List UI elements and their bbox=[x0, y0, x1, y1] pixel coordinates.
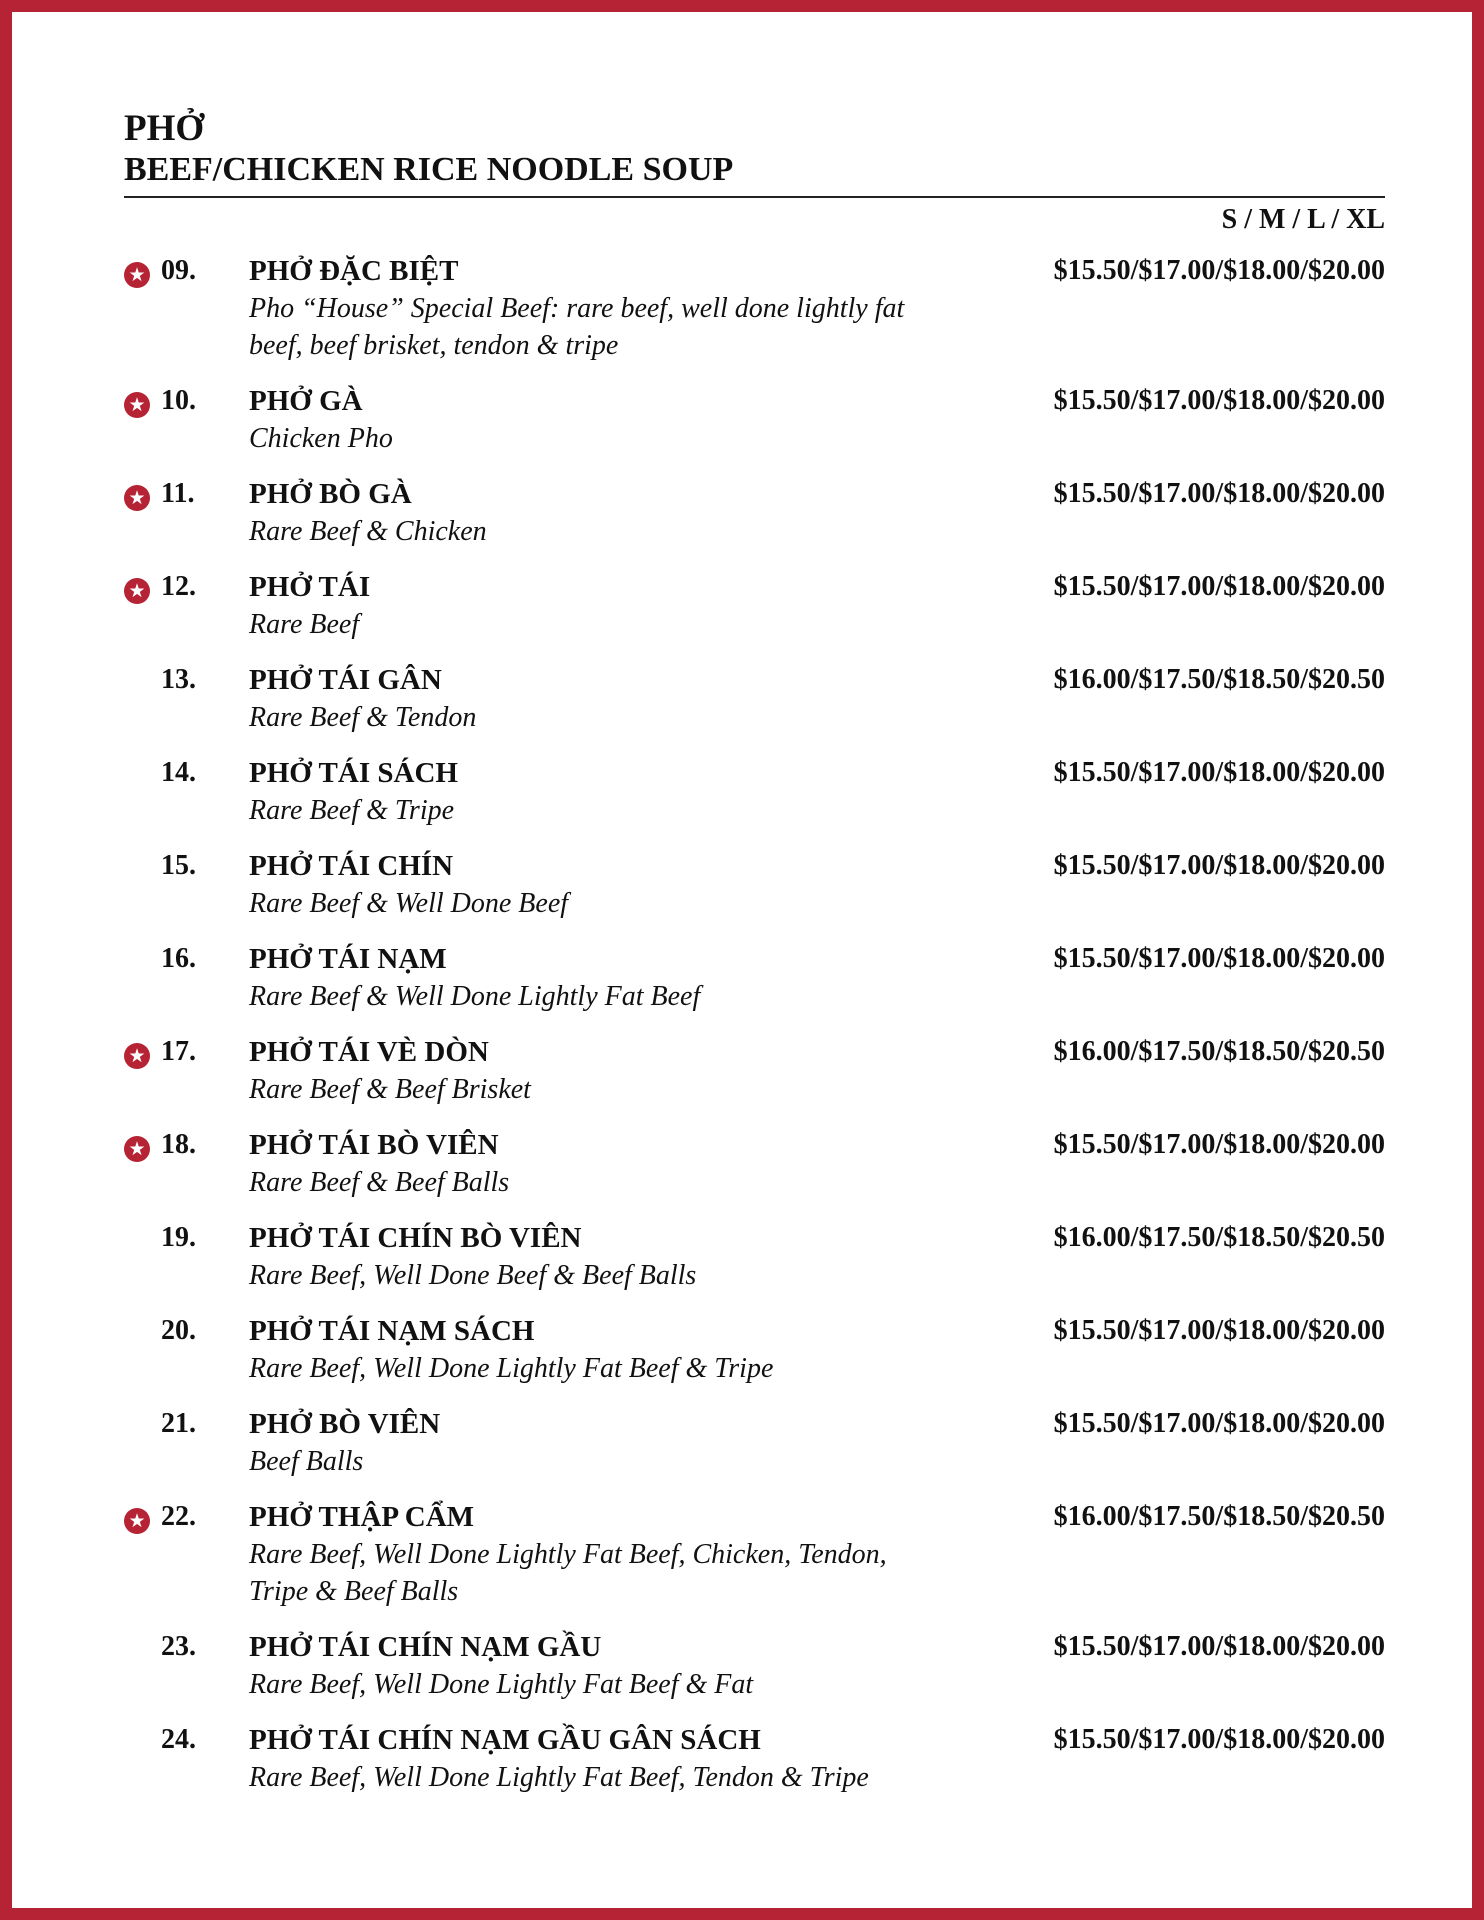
star-icon: ★ bbox=[124, 1508, 150, 1534]
item-description: Rare Beef & Tripe bbox=[249, 795, 455, 826]
item-description: Rare Beef & Tendon bbox=[249, 702, 477, 733]
item-description: Rare Beef, Well Done Lightly Fat Beef & Tripe bbox=[249, 1353, 774, 1384]
menu-item-row bbox=[128, 1498, 1385, 1536]
item-description: Rare Beef & Beef Balls bbox=[249, 1167, 510, 1198]
star-icon: ★ bbox=[124, 1136, 150, 1162]
menu-item bbox=[124, 1498, 1385, 1628]
menu-item-row bbox=[128, 475, 1385, 513]
item-number: 15. bbox=[161, 850, 196, 881]
star-icon: ★ bbox=[124, 392, 150, 418]
menu-item-row bbox=[161, 754, 1385, 792]
menu-item bbox=[124, 475, 1385, 568]
item-price: $15.50/$17.00/$18.00/$20.00 bbox=[1053, 1724, 1385, 1755]
item-price: $15.50/$17.00/$18.00/$20.00 bbox=[1053, 385, 1385, 416]
menu-item-row bbox=[161, 847, 1385, 885]
item-description: Chicken Pho bbox=[249, 423, 393, 454]
item-price: $16.00/$17.50/$18.50/$20.50 bbox=[1053, 664, 1385, 695]
menu-item bbox=[124, 252, 1385, 382]
item-name: PHỞ TÁI CHÍN NẠM GẦU GÂN SÁCH bbox=[249, 1724, 761, 1756]
item-name: PHỞ TÁI GÂN bbox=[249, 664, 442, 696]
menu-item bbox=[124, 940, 1385, 1033]
item-price: $15.50/$17.00/$18.00/$20.00 bbox=[1053, 255, 1385, 286]
menu-item bbox=[124, 754, 1385, 847]
menu-item bbox=[124, 1721, 1385, 1814]
item-number: 16. bbox=[161, 943, 196, 974]
item-name: PHỞ TÁI CHÍN bbox=[249, 850, 454, 882]
item-price: $16.00/$17.50/$18.50/$20.50 bbox=[1053, 1036, 1385, 1067]
item-description: Pho “House” Special Beef: rare beef, well done lightly fat beef, beef brisket, tendon & tripe bbox=[249, 293, 905, 361]
menu-item bbox=[124, 847, 1385, 940]
item-number: 09. bbox=[161, 255, 196, 286]
item-price: $16.00/$17.50/$18.50/$20.50 bbox=[1053, 1501, 1385, 1532]
menu-item bbox=[124, 382, 1385, 475]
item-price: $15.50/$17.00/$18.00/$20.00 bbox=[1053, 757, 1385, 788]
menu-item-row bbox=[128, 252, 1385, 290]
star-icon: ★ bbox=[124, 578, 150, 604]
item-description: Rare Beef & Well Done Lightly Fat Beef bbox=[249, 981, 701, 1012]
item-number: 12. bbox=[161, 571, 196, 602]
menu-item-row bbox=[128, 568, 1385, 606]
menu-item bbox=[124, 1033, 1385, 1126]
item-number: 22. bbox=[161, 1501, 196, 1532]
item-name: PHỞ TÁI CHÍN BÒ VIÊN bbox=[249, 1222, 582, 1254]
item-name: PHỞ BÒ VIÊN bbox=[249, 1408, 441, 1440]
menu-item-row bbox=[128, 382, 1385, 420]
menu-item-row bbox=[128, 1033, 1385, 1071]
menu-item-row bbox=[161, 940, 1385, 978]
item-description: Rare Beef bbox=[249, 609, 360, 640]
size-header: S / M / L / XL bbox=[1221, 204, 1385, 235]
item-number: 11. bbox=[161, 478, 195, 509]
star-icon: ★ bbox=[124, 485, 150, 511]
item-name: PHỞ THẬP CẨM bbox=[249, 1501, 475, 1533]
menu-list bbox=[124, 252, 1385, 1814]
item-name: PHỞ TÁI NẠM SÁCH bbox=[249, 1315, 535, 1347]
menu-item-row bbox=[161, 1628, 1385, 1666]
item-number: 17. bbox=[161, 1036, 196, 1067]
menu-item-row bbox=[161, 1405, 1385, 1443]
item-number: 24. bbox=[161, 1724, 196, 1755]
menu-item-row bbox=[161, 1312, 1385, 1350]
item-number: 10. bbox=[161, 385, 196, 416]
item-price: $16.00/$17.50/$18.50/$20.50 bbox=[1053, 1222, 1385, 1253]
item-name: PHỞ TÁI VÈ DÒN bbox=[249, 1036, 489, 1068]
item-description: Rare Beef, Well Done Lightly Fat Beef, Tendon & Tripe bbox=[249, 1762, 869, 1793]
item-price: $15.50/$17.00/$18.00/$20.00 bbox=[1053, 571, 1385, 602]
item-name: PHỞ GÀ bbox=[249, 385, 363, 417]
item-number: 18. bbox=[161, 1129, 196, 1160]
menu-item bbox=[124, 568, 1385, 661]
item-number: 14. bbox=[161, 757, 196, 788]
item-number: 23. bbox=[161, 1631, 196, 1662]
menu-item-row bbox=[128, 1126, 1385, 1164]
item-number: 21. bbox=[161, 1408, 196, 1439]
item-price: $15.50/$17.00/$18.00/$20.00 bbox=[1053, 943, 1385, 974]
item-description: Rare Beef & Well Done Beef bbox=[249, 888, 569, 919]
item-name: PHỞ TÁI bbox=[249, 571, 371, 603]
menu-item bbox=[124, 1126, 1385, 1219]
item-name: PHỞ BÒ GÀ bbox=[249, 478, 412, 510]
menu-content bbox=[124, 108, 1385, 1814]
item-price: $15.50/$17.00/$18.00/$20.00 bbox=[1053, 1315, 1385, 1346]
item-price: $15.50/$17.00/$18.00/$20.00 bbox=[1053, 1408, 1385, 1439]
item-name: PHỞ TÁI CHÍN NẠM GẦU bbox=[249, 1631, 602, 1663]
item-price: $15.50/$17.00/$18.00/$20.00 bbox=[1053, 850, 1385, 881]
menu-item bbox=[124, 1628, 1385, 1721]
menu-item-row bbox=[161, 1721, 1385, 1759]
item-name: PHỞ TÁI NẠM bbox=[249, 943, 447, 975]
item-name: PHỞ TÁI SÁCH bbox=[249, 757, 458, 789]
menu-item bbox=[124, 1405, 1385, 1498]
star-icon: ★ bbox=[124, 262, 150, 288]
menu-item-row bbox=[161, 1219, 1385, 1257]
item-number: 13. bbox=[161, 664, 196, 695]
item-description: Rare Beef, Well Done Beef & Beef Balls bbox=[249, 1260, 697, 1291]
item-name: PHỞ ĐẶC BIỆT bbox=[249, 255, 459, 287]
item-description: Rare Beef & Beef Brisket bbox=[249, 1074, 531, 1105]
item-description: Beef Balls bbox=[249, 1446, 364, 1477]
item-description: Rare Beef, Well Done Lightly Fat Beef & Fat bbox=[249, 1669, 754, 1700]
menu-item-row bbox=[161, 661, 1385, 699]
star-icon: ★ bbox=[124, 1043, 150, 1069]
item-number: 19. bbox=[161, 1222, 196, 1253]
menu-item bbox=[124, 1219, 1385, 1312]
item-description: Rare Beef, Well Done Lightly Fat Beef, Chicken, Tendon, Tripe & Beef Balls bbox=[249, 1539, 887, 1607]
menu-item bbox=[124, 661, 1385, 754]
item-price: $15.50/$17.00/$18.00/$20.00 bbox=[1053, 1129, 1385, 1160]
menu-item bbox=[124, 1312, 1385, 1405]
section-title: PHỞ bbox=[124, 108, 205, 149]
section-subtitle: BEEF/CHICKEN RICE NOODLE SOUP bbox=[124, 150, 1385, 198]
item-number: 20. bbox=[161, 1315, 196, 1346]
item-description: Rare Beef & Chicken bbox=[249, 516, 487, 547]
item-name: PHỞ TÁI BÒ VIÊN bbox=[249, 1129, 499, 1161]
item-price: $15.50/$17.00/$18.00/$20.00 bbox=[1053, 478, 1385, 509]
item-price: $15.50/$17.00/$18.00/$20.00 bbox=[1053, 1631, 1385, 1662]
